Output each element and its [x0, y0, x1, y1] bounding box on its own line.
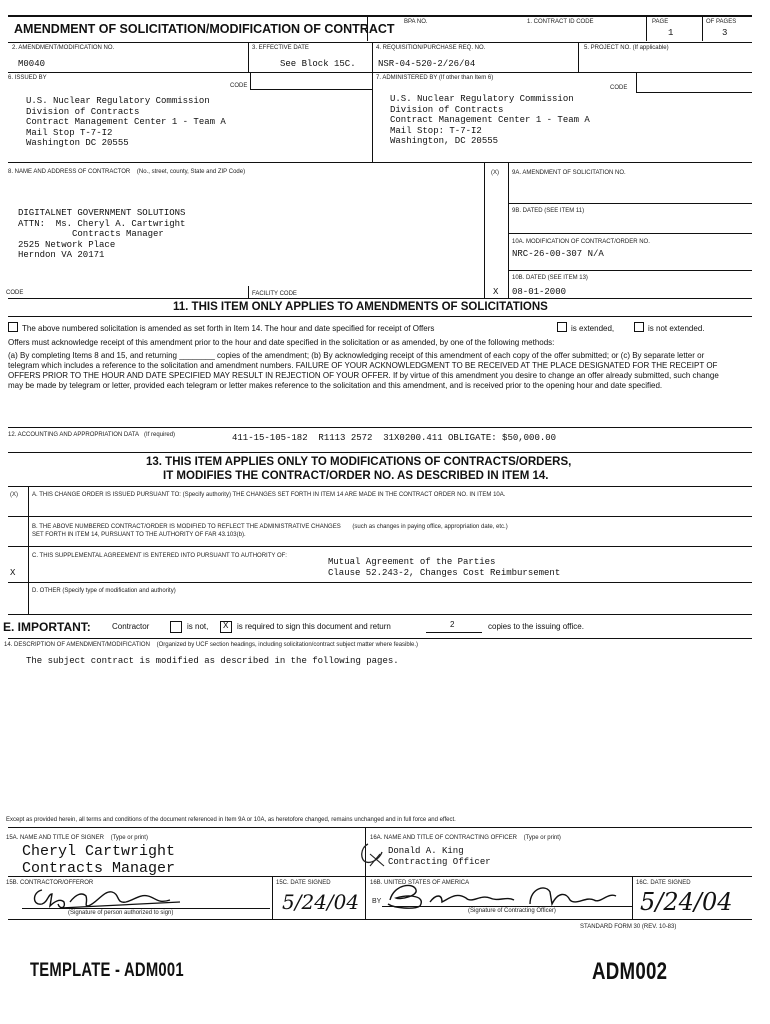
- bpa-label: BPA NO.: [404, 19, 428, 25]
- amendment-solicitation-label: 9A. AMENDMENT OF SOLICITATION NO.: [512, 170, 626, 176]
- contractor-label: 8. NAME AND ADDRESS OF CONTRACTOR (No., street, county, State and ZIP Code): [8, 169, 246, 175]
- accounting-value: 411-15-105-182 R1113 2572 31X0200.411 OBLIGATE: $50,000.00: [232, 433, 557, 443]
- requisition-value: NSR-04-520-2/26/04: [378, 59, 476, 69]
- extended-label: is extended,: [571, 324, 615, 333]
- important-copies: 2: [450, 620, 455, 629]
- date-signed-16c-label: 16C. DATE SIGNED: [636, 880, 691, 886]
- modification-contract-label: 10A. MODIFICATION OF CONTRACT/ORDER NO.: [512, 239, 650, 245]
- description-label: 14. DESCRIPTION OF AMENDMENT/MODIFICATION (Organized by UCF section headings, including solicitation/contract subject matter where feasible.): [4, 642, 419, 648]
- admin-code-label: CODE: [610, 85, 628, 91]
- requisition-label: 4. REQUISITION/PURCHASE REQ. NO.: [376, 45, 486, 51]
- item-13-b-2: SET FORTH IN ITEM 14, PURSUANT TO THE AUTHORITY OF FAR 43.103(b).: [32, 532, 246, 538]
- usa-label: 16B. UNITED STATES OF AMERICA: [370, 880, 470, 886]
- issued-code-label: CODE: [230, 83, 248, 89]
- item-13-d: D. OTHER (Specify type of modification and authority): [32, 588, 176, 594]
- item-11-p1: The above numbered solicitation is amended as set forth in Item 14. The hour and date specified for receipt of Offers: [22, 324, 435, 333]
- important-contractor: Contractor: [112, 622, 150, 631]
- important-is-not: is not,: [187, 622, 209, 631]
- issued-by-label: 6. ISSUED BY: [8, 75, 47, 81]
- by-label: BY: [372, 898, 382, 905]
- item-13-title-1: 13. THIS ITEM APPLIES ONLY TO MODIFICATIONS OF CONTRACTS/ORDERS,: [146, 456, 572, 468]
- page-number: 1: [668, 28, 674, 38]
- important-label: E. IMPORTANT:: [3, 620, 91, 634]
- important-required: is required to sign this document and return: [237, 622, 391, 631]
- item-11-title: 11. THIS ITEM ONLY APPLIES TO AMENDMENTS OF SOLICITATIONS: [173, 301, 548, 313]
- is-not-checkbox[interactable]: [170, 621, 182, 633]
- dated-9b-label: 9B. DATED (SEE ITEM 11): [512, 208, 585, 214]
- amendment-no-value: M0040: [18, 59, 46, 69]
- dated-10b-label: 10B. DATED (SEE ITEM 13): [512, 275, 588, 281]
- x-column-header-13: (X): [10, 492, 18, 498]
- contractor-code-label: CODE: [6, 290, 24, 296]
- administered-by-address: U.S. Nuclear Regulatory Commission Division of Contracts Contract Management Center 1 - Team A Mail Stop: T-7-I2 Washington, DC 20555: [390, 94, 590, 146]
- of-pages-label: OF PAGES: [706, 19, 737, 25]
- issued-by-address: U.S. Nuclear Regulatory Commission Division of Contracts Contract Management Center 1 - Team A Mail Stop T-7-I2 Washington DC 20555: [26, 96, 226, 148]
- officer-name-title: Donald A. King Contracting Officer: [388, 846, 491, 867]
- officer-signature-caption: (Signature of Contracting Officer): [468, 908, 556, 914]
- item-13-c-mark: X: [10, 568, 16, 578]
- not-extended-label: is not extended.: [648, 324, 705, 333]
- date-signed-15c: 5/24/04: [282, 890, 360, 914]
- item-13-a: A. THIS CHANGE ORDER IS ISSUED PURSUANT TO: (Specify authority) THE CHANGES SET FORTH IN ITEM 14 ARE MADE IN THE CONTRACT ORDER NO. IN ITEM 10A.: [32, 492, 506, 498]
- effective-date-label: 3. EFFECTIVE DATE: [252, 45, 309, 51]
- accounting-label: 12. ACCOUNTING AND APPROPRIATION DATA (If required): [8, 432, 176, 438]
- signer-name-title: Cheryl Cartwright Contracts Manager: [22, 843, 176, 877]
- terms-note: Except as provided herein, all terms and conditions of the document referenced in Item 9A or 10A, as heretofore changed, remains unchanged and in full force and effect.: [6, 817, 456, 823]
- page-label: PAGE: [652, 19, 669, 25]
- important-tail: copies to the issuing office.: [488, 622, 584, 631]
- form-title: AMENDMENT OF SOLICITATION/MODIFICATION OF CONTRACT: [14, 22, 395, 36]
- item-13-b: B. THE ABOVE NUMBERED CONTRACT/ORDER IS MODIFIED TO REFLECT THE ADMINISTRATIVE CHANGES (such as changes in paying office, appropriation date, etc.): [32, 524, 508, 530]
- not-extended-checkbox[interactable]: [634, 322, 644, 332]
- signer-label: 15A. NAME AND TITLE OF SIGNER (Type or print): [6, 835, 148, 841]
- is-required-mark: X: [223, 621, 229, 631]
- contractor-address: DIGITALNET GOVERNMENT SOLUTIONS ATTN: Ms. Cheryl A. Cartwright Contracts Manager 2525 Network Place Herndon VA 20171: [18, 208, 186, 260]
- date-signed-15c-label: 15C. DATE SIGNED: [276, 880, 331, 886]
- template-tag: TEMPLATE - ADM001: [30, 960, 184, 981]
- item-13-title-2: IT MODIFIES THE CONTRACT/ORDER NO. AS DESCRIBED IN ITEM 14.: [163, 470, 549, 482]
- officer-label: 16A. NAME AND TITLE OF CONTRACTING OFFICER (Type or print): [370, 835, 561, 841]
- standard-form-label: STANDARD FORM 30 (REV. 10-83): [580, 924, 677, 930]
- contractor-signature-caption: (Signature of person authorized to sign): [68, 910, 174, 916]
- item-13-c-value: Mutual Agreement of the Parties Clause 52.243-2, Changes Cost Reimbursement: [328, 557, 561, 578]
- dated-10b-value: 08-01-2000: [512, 287, 567, 297]
- facility-code-label: FACILITY CODE: [252, 291, 297, 297]
- effective-date-value: See Block 15C.: [280, 59, 356, 69]
- solicitation-checkbox[interactable]: [8, 322, 18, 332]
- item-13-c: C. THIS SUPPLEMENTAL AGREEMENT IS ENTERED INTO PURSUANT TO AUTHORITY OF:: [32, 553, 287, 559]
- modification-contract-value: NRC-26-00-307 N/A: [512, 249, 604, 259]
- contractor-offeror-label: 15B. CONTRACTOR/OFFEROR: [6, 880, 94, 886]
- extended-checkbox[interactable]: [557, 322, 567, 332]
- item-11-p2: Offers must acknowledge receipt of this amendment prior to the hour and date specified in the solicitation or as amended, by one of the following methods:: [8, 338, 555, 347]
- administered-by-label: 7. ADMINISTERED BY (If other than Item 6): [376, 75, 494, 81]
- document-id-tag: ADM002: [592, 958, 668, 985]
- project-no-label: 5. PROJECT NO. (If applicable): [584, 45, 669, 51]
- date-signed-16c: 5/24/04: [640, 888, 733, 916]
- x-mark-10a: X: [493, 287, 499, 297]
- officer-initials-mark: [358, 842, 392, 868]
- x-column-header: (X): [491, 170, 499, 176]
- item-11-p3: (a) By completing Items 8 and 15, and returning ________ copies of the amendment; (b) By acknowledging receipt of this amendment of each copy of the offer submitted; or (c) By separate letter or telegram which includes a reference to the solicitation and amendment numbers. FAILURE OF YOUR ACKNOWLEDGMENT TO BE RECEIVED AT THE PLACE DESIGNATED FOR THE RECEIPT OF OFFERS PRIOR TO THE HOUR AND DATE SPECIFIED MAY RESULT IN REJECTION OF YOUR OFFER. If by virtue of this amendment you desire to change an offer already submitted, such change may be made by telegram or letter, provided each telegram or letter makes reference to the solicitation and this amendment, and is received prior to the opening hour and date specified.: [8, 351, 719, 390]
- contract-id-label: 1. CONTRACT ID CODE: [527, 19, 594, 25]
- of-pages-number: 3: [722, 28, 728, 38]
- amendment-no-label: 2. AMENDMENT/MODIFICATION NO.: [12, 45, 115, 51]
- description-text: The subject contract is modified as described in the following pages.: [26, 656, 399, 666]
